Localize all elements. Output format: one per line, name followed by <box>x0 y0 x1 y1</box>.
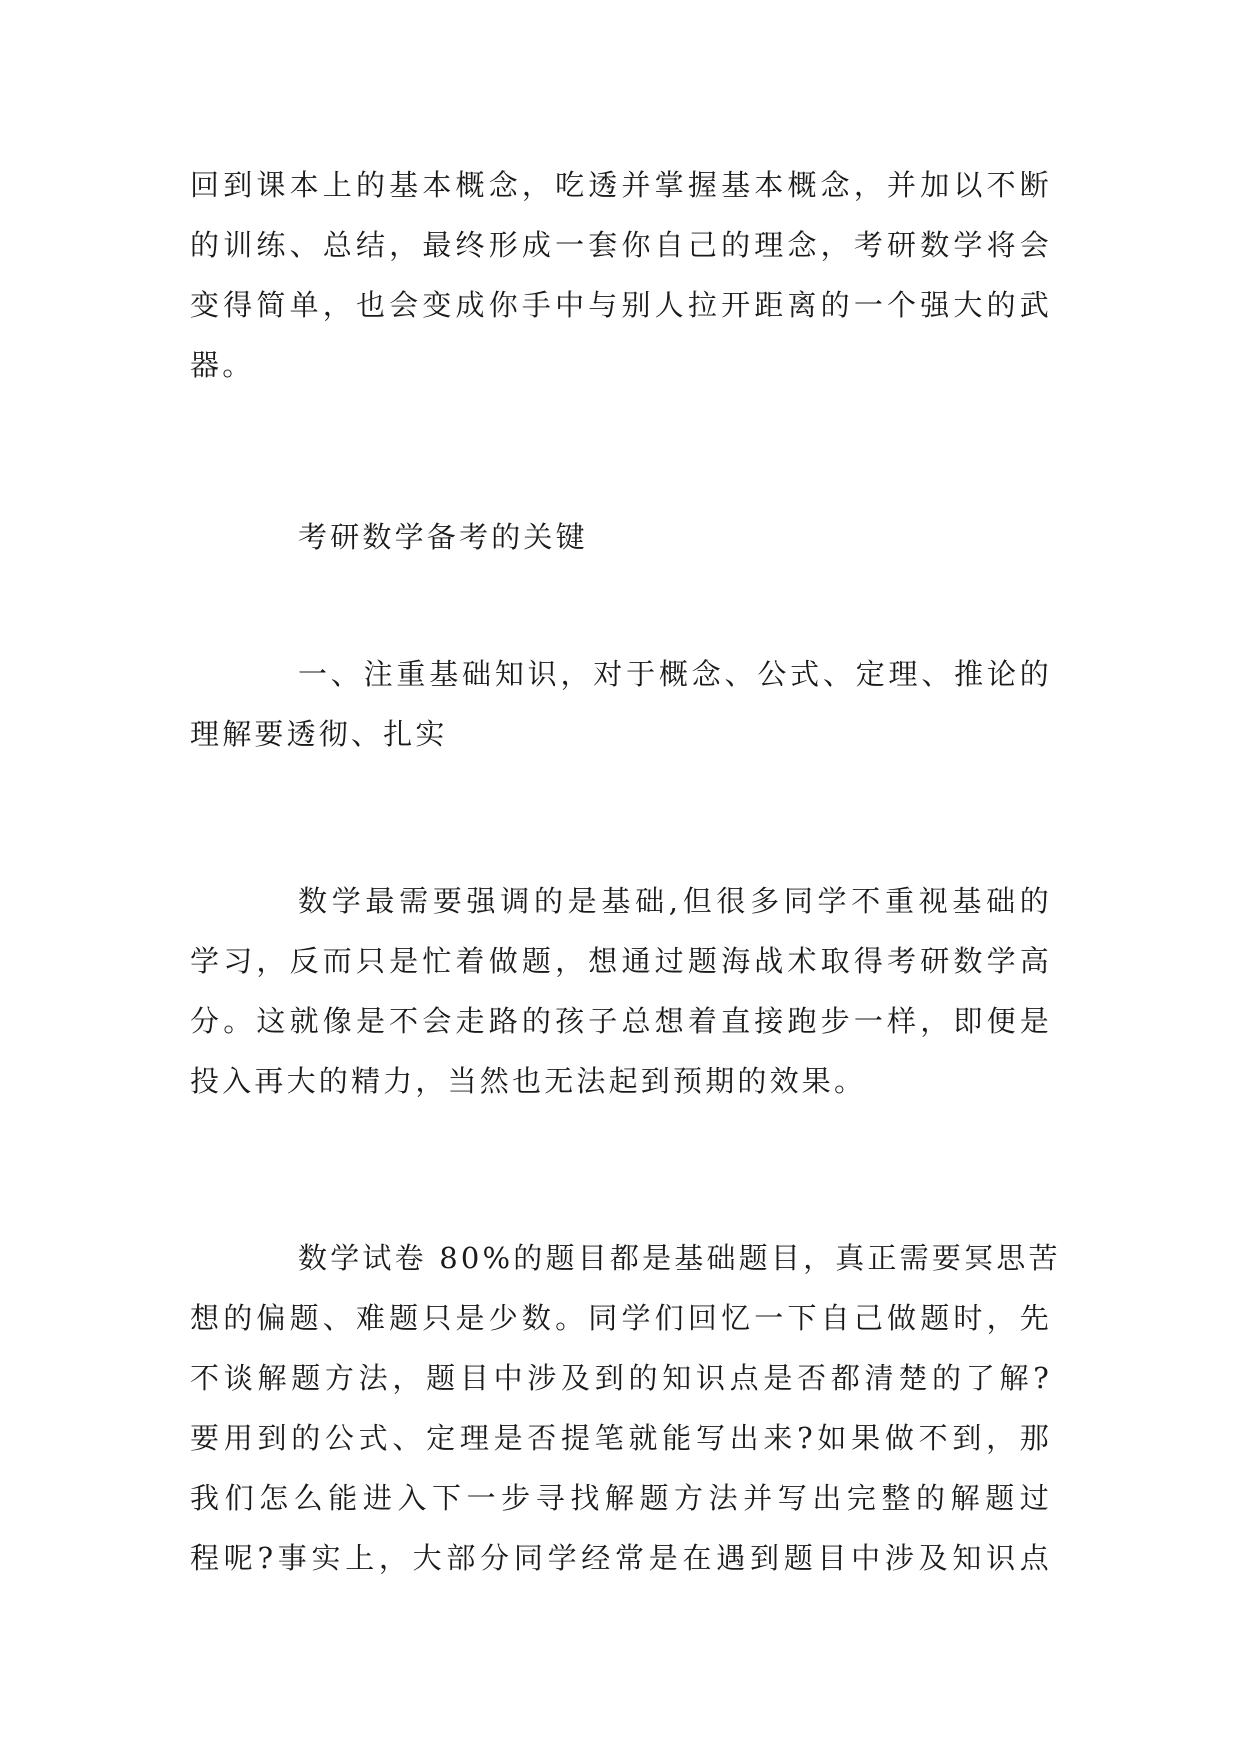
paragraph-line: 程呢?事实上，大部分同学经常是在遇到题目中涉及知识点 <box>190 1541 1052 1575</box>
paragraph-line: 想的偏题、难题只是少数。同学们回忆一下自己做题时，先 <box>190 1301 1052 1335</box>
paragraph-intro <box>190 155 1052 395</box>
paragraph-line: 不谈解题方法，题目中涉及到的知识点是否都清楚的了解? <box>190 1361 1052 1395</box>
paragraph-line: 分。这就像是不会走路的孩子总想着直接跑步一样，即便是 <box>190 1004 1052 1038</box>
paragraph-line: 的训练、总结，最终形成一套你自己的理念，考研数学将会 <box>190 228 1052 262</box>
paragraph-line: 要用到的公式、定理是否提笔就能写出来?如果做不到，那 <box>190 1421 1052 1455</box>
paragraph-line: 投入再大的精力，当然也无法起到预期的效果。 <box>190 1064 867 1098</box>
paragraph-line: 数学最需要强调的是基础,但很多同学不重视基础的 <box>298 884 1052 918</box>
subheading-line: 理解要透彻、扎实 <box>190 717 448 751</box>
paragraph-basics <box>190 871 1052 1111</box>
section-title-text: 考研数学备考的关键 <box>298 520 588 554</box>
paragraph-line: 变得简单，也会变成你手中与别人拉开距离的一个强大的武 <box>190 288 1052 322</box>
section-title <box>190 507 1052 567</box>
paragraph-line: 器。 <box>190 348 255 382</box>
subheading-foundation <box>190 644 1052 764</box>
paragraph-line: 回到课本上的基本概念，吃透并掌握基本概念，并加以不断 <box>190 168 1052 202</box>
paragraph-exam <box>190 1228 1061 1588</box>
paragraph-line: 数学试卷 80%的题目都是基础题目，真正需要冥思苦 <box>298 1241 1061 1275</box>
paragraph-line: 我们怎么能进入下一步寻找解题方法并写出完整的解题过 <box>190 1481 1052 1515</box>
subheading-line: 一、注重基础知识，对于概念、公式、定理、推论的 <box>298 657 1052 691</box>
paragraph-line: 学习，反而只是忙着做题，想通过题海战术取得考研数学高 <box>190 944 1052 978</box>
